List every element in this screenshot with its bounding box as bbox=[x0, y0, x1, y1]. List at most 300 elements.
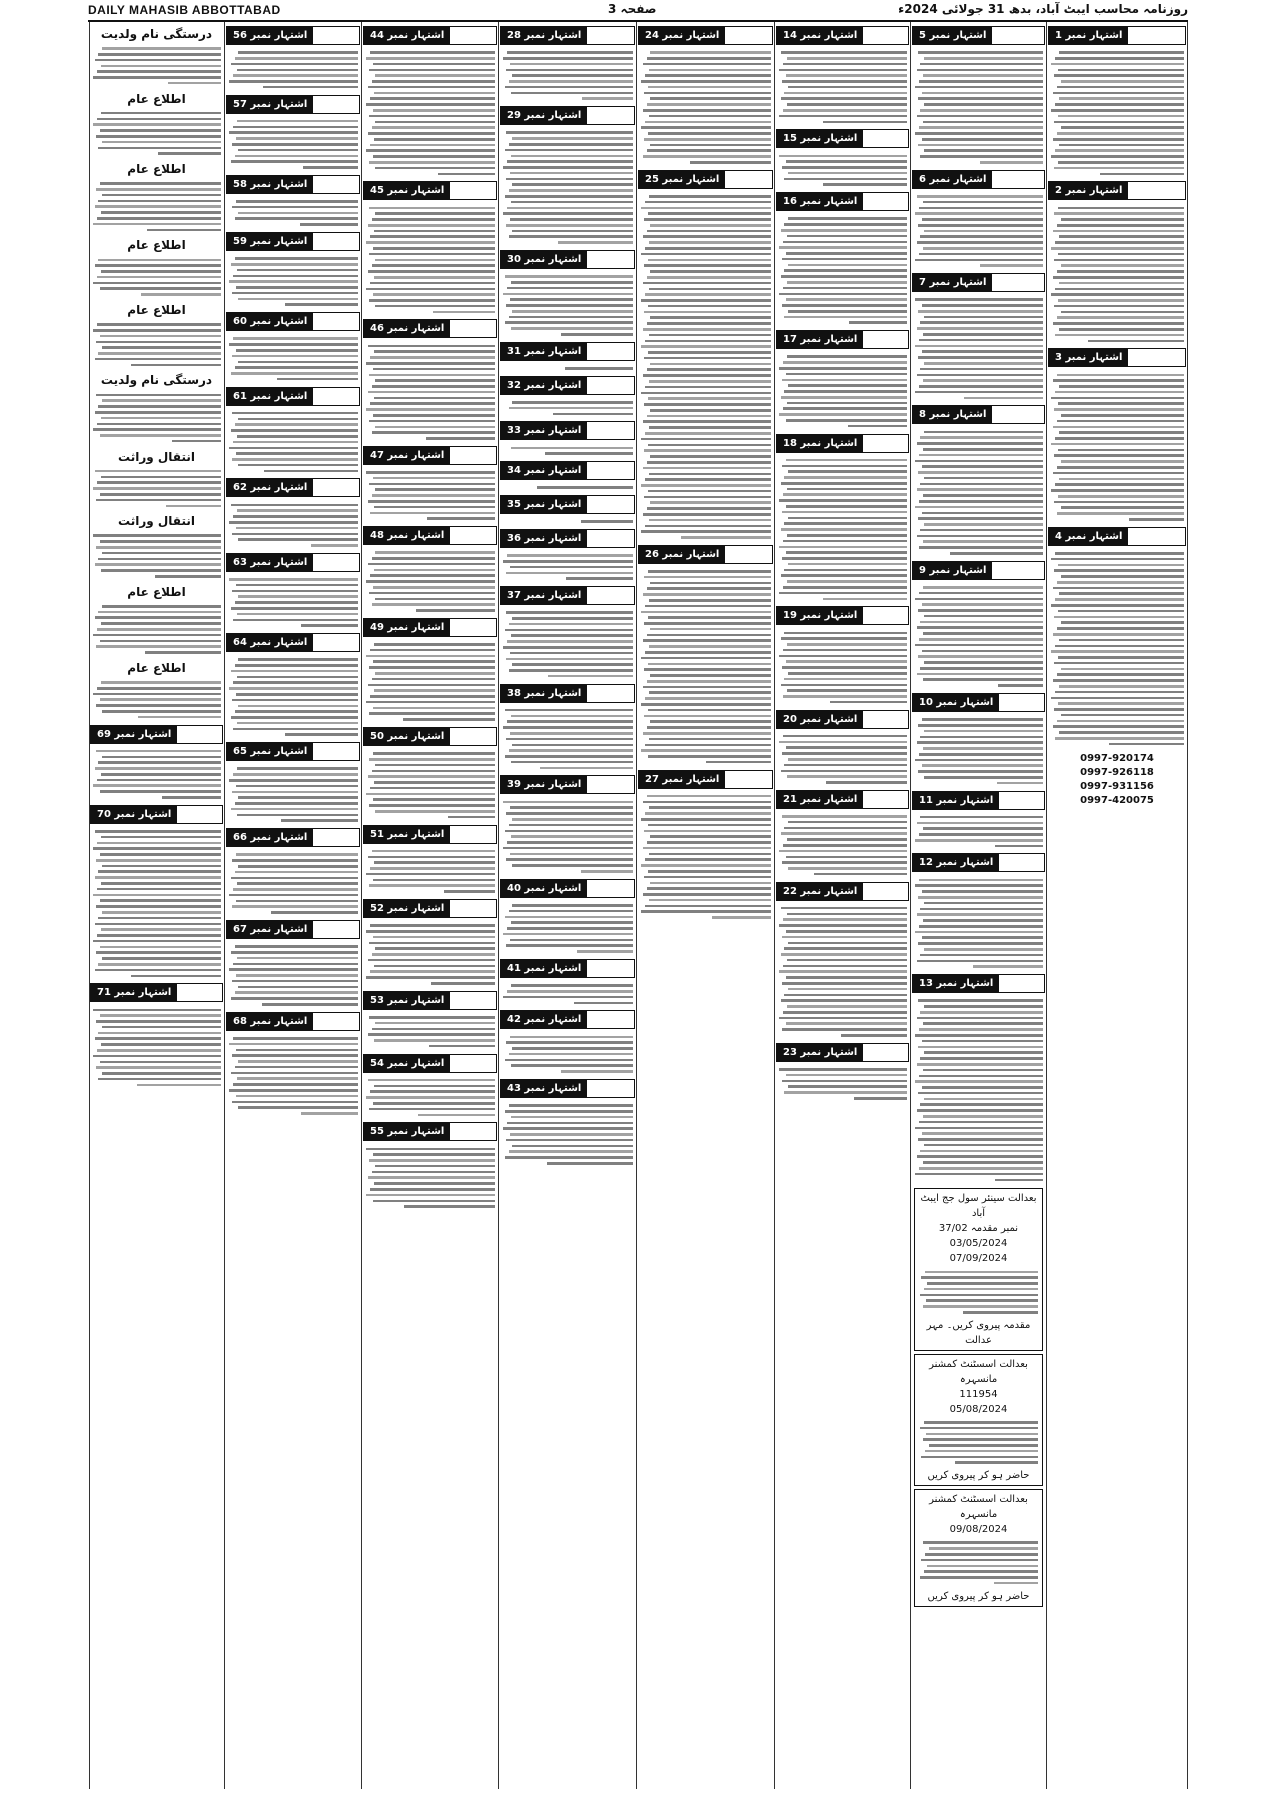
notice-number-label: اشتہار نمبر 20 bbox=[777, 711, 863, 728]
text-line bbox=[786, 419, 907, 422]
text-line bbox=[917, 1017, 1043, 1020]
text-line bbox=[374, 506, 495, 509]
text-line bbox=[782, 379, 907, 382]
text-line bbox=[647, 634, 771, 637]
notice-header bbox=[500, 529, 635, 548]
text-line bbox=[433, 311, 495, 314]
text-line bbox=[787, 402, 907, 405]
text-line bbox=[1055, 691, 1184, 694]
text-line bbox=[980, 161, 1043, 164]
text-line bbox=[645, 812, 771, 815]
text-line bbox=[507, 160, 633, 163]
text-line bbox=[369, 115, 495, 118]
notice-text bbox=[776, 150, 909, 190]
text-line bbox=[95, 1037, 221, 1040]
text-line bbox=[372, 385, 496, 388]
text-line bbox=[96, 905, 221, 908]
notice-header bbox=[912, 974, 1045, 993]
text-line bbox=[647, 887, 771, 890]
text-line bbox=[784, 178, 907, 181]
text-line bbox=[511, 761, 633, 764]
text-line bbox=[1051, 247, 1184, 250]
text-line bbox=[375, 947, 495, 950]
text-line bbox=[784, 390, 907, 393]
text-line bbox=[138, 716, 221, 719]
text-line bbox=[1059, 235, 1184, 238]
text-line bbox=[779, 1068, 907, 1071]
text-line bbox=[233, 126, 358, 129]
notice-text bbox=[638, 191, 773, 543]
text-line bbox=[1058, 449, 1184, 452]
notice-header bbox=[500, 461, 635, 480]
notice-header bbox=[90, 983, 223, 1002]
notice-text bbox=[363, 47, 497, 179]
text-line bbox=[1053, 633, 1184, 636]
text-line bbox=[237, 1077, 358, 1080]
notice-number: 49 bbox=[370, 621, 384, 633]
notice-number: 51 bbox=[370, 828, 384, 840]
text-line bbox=[263, 86, 358, 89]
notice-number-label: اشتہار نمبر 44 bbox=[364, 27, 450, 44]
text-line bbox=[98, 147, 221, 150]
text-line bbox=[509, 910, 633, 913]
text-line bbox=[101, 476, 221, 479]
notice-number-label: اشتہار نمبر 29 bbox=[501, 107, 587, 124]
text-line bbox=[96, 750, 221, 753]
text-line bbox=[650, 363, 771, 366]
text-line bbox=[93, 223, 221, 226]
text-line bbox=[375, 305, 495, 308]
text-line bbox=[647, 841, 771, 844]
text-line bbox=[369, 253, 495, 256]
text-line bbox=[438, 173, 495, 176]
text-line bbox=[1055, 288, 1184, 291]
text-line bbox=[235, 1066, 359, 1069]
notice-text bbox=[90, 1004, 223, 1090]
text-line bbox=[779, 293, 907, 296]
text-line bbox=[96, 546, 221, 549]
text-line bbox=[923, 632, 1043, 635]
text-line bbox=[781, 528, 907, 531]
notice bbox=[1048, 26, 1186, 179]
text-line bbox=[786, 74, 907, 77]
text-line bbox=[997, 782, 1043, 785]
text-line bbox=[374, 138, 495, 141]
text-line bbox=[788, 217, 907, 220]
text-line bbox=[848, 425, 907, 428]
text-line bbox=[919, 500, 1043, 503]
text-line bbox=[506, 572, 633, 575]
text-line bbox=[919, 253, 1043, 256]
text-line bbox=[650, 316, 771, 319]
text-line bbox=[917, 195, 1043, 198]
text-line bbox=[648, 570, 771, 573]
text-line bbox=[641, 703, 771, 706]
notice-number: 38 bbox=[507, 687, 521, 699]
text-line bbox=[919, 879, 1043, 882]
notice-number-label: اشتہار نمبر 63 bbox=[227, 554, 313, 571]
notice-header bbox=[363, 26, 497, 45]
text-line bbox=[1055, 57, 1184, 60]
text-line bbox=[505, 1110, 633, 1113]
text-line bbox=[1061, 218, 1184, 221]
text-line bbox=[373, 293, 495, 296]
text-line bbox=[98, 259, 221, 262]
notice-text bbox=[226, 116, 360, 173]
text-line bbox=[374, 569, 495, 572]
text-line bbox=[370, 235, 495, 238]
text-line bbox=[783, 965, 907, 968]
court-notice-box bbox=[914, 1188, 1043, 1350]
notice bbox=[226, 26, 360, 93]
text-line bbox=[373, 879, 495, 882]
text-line bbox=[929, 1444, 1038, 1447]
notice-header bbox=[912, 791, 1045, 810]
text-line bbox=[374, 1085, 495, 1088]
notice-number-label: اشتہار نمبر 62 bbox=[227, 479, 313, 496]
text-line bbox=[919, 454, 1043, 457]
notice-number: 59 bbox=[233, 235, 247, 247]
notice bbox=[500, 106, 635, 248]
notice-text bbox=[363, 748, 497, 823]
notice-header bbox=[1048, 181, 1186, 200]
notice-number-label: اشتہار نمبر 2 bbox=[1049, 182, 1128, 199]
text-line bbox=[96, 951, 221, 954]
text-line bbox=[643, 235, 771, 238]
text-line bbox=[301, 1112, 358, 1115]
text-line bbox=[374, 781, 495, 784]
text-line bbox=[236, 974, 358, 977]
text-line bbox=[919, 385, 1043, 388]
text-line bbox=[783, 695, 907, 698]
text-line bbox=[238, 212, 358, 215]
text-line bbox=[553, 413, 633, 416]
text-line bbox=[645, 340, 771, 343]
public-notice-title: اطلاع عام bbox=[127, 302, 186, 317]
notice-text bbox=[90, 108, 223, 159]
text-line bbox=[506, 69, 633, 72]
notice-number-label: اشتہار نمبر 1 bbox=[1049, 27, 1128, 44]
notice-header bbox=[363, 446, 497, 465]
notice-number: 16 bbox=[783, 196, 797, 208]
case-number: نمبر مقدمہ 37/02 bbox=[938, 1223, 1019, 1235]
text-line bbox=[512, 74, 633, 77]
notice-number-label: اشتہار نمبر 34 bbox=[501, 462, 587, 479]
text-line bbox=[925, 1271, 1038, 1274]
text-line bbox=[503, 57, 633, 60]
text-line bbox=[920, 483, 1043, 486]
text-line bbox=[372, 603, 496, 606]
notice bbox=[226, 387, 360, 477]
court-name: بعدالت اسسٹنٹ کمشنر مانسہرہ bbox=[929, 1358, 1028, 1385]
notice-number-label: اشتہار نمبر 3 bbox=[1049, 349, 1128, 366]
text-line bbox=[375, 259, 495, 262]
court-name: بعدالت سینئر سول جج ایبٹ آباد bbox=[920, 1193, 1037, 1220]
notice bbox=[363, 727, 497, 823]
text-line bbox=[97, 323, 221, 326]
text-line bbox=[101, 211, 221, 214]
text-line bbox=[919, 1075, 1043, 1078]
text-line bbox=[786, 373, 907, 376]
text-line bbox=[1057, 627, 1184, 630]
text-line bbox=[926, 1299, 1038, 1302]
notice-number: 18 bbox=[783, 437, 797, 449]
text-line bbox=[100, 129, 221, 132]
text-line bbox=[366, 580, 495, 583]
text-line bbox=[649, 288, 771, 291]
text-line bbox=[1051, 443, 1184, 446]
text-line bbox=[647, 368, 771, 371]
notice-text bbox=[226, 499, 360, 550]
text-line bbox=[366, 241, 495, 244]
notice bbox=[363, 1054, 497, 1121]
text-line bbox=[782, 1028, 907, 1031]
text-line bbox=[783, 493, 907, 496]
text-line bbox=[782, 815, 907, 818]
notice-text bbox=[363, 1075, 497, 1121]
text-line bbox=[281, 819, 358, 822]
text-line bbox=[643, 513, 771, 516]
notice-text bbox=[363, 340, 497, 443]
text-line bbox=[915, 1080, 1043, 1083]
text-line bbox=[920, 436, 1043, 439]
text-line bbox=[511, 201, 633, 204]
text-line bbox=[509, 80, 633, 83]
text-line bbox=[927, 1565, 1038, 1568]
notice-text bbox=[500, 47, 635, 104]
notice bbox=[912, 405, 1045, 558]
text-line bbox=[98, 53, 221, 56]
text-line bbox=[922, 650, 1043, 653]
text-line bbox=[1059, 639, 1184, 642]
notice-number-label: اشتہار نمبر 68 bbox=[227, 1013, 313, 1030]
text-line bbox=[1051, 397, 1184, 400]
notice-number-label: اشتہار نمبر 40 bbox=[501, 880, 587, 897]
text-line bbox=[1059, 144, 1184, 147]
text-line bbox=[285, 303, 358, 306]
text-line bbox=[102, 141, 221, 144]
text-line bbox=[644, 264, 771, 267]
text-line bbox=[507, 841, 633, 844]
notice-number-label: اشتہار نمبر 15 bbox=[777, 130, 863, 147]
text-line bbox=[924, 1570, 1038, 1573]
notice-number: 17 bbox=[783, 334, 797, 346]
notice-number-label: اشتہار نمبر 19 bbox=[777, 607, 863, 624]
text-line bbox=[93, 784, 221, 787]
text-line bbox=[782, 861, 907, 864]
notice bbox=[500, 376, 635, 420]
text-line bbox=[1054, 616, 1184, 619]
text-line bbox=[368, 1176, 495, 1179]
text-line bbox=[923, 586, 1043, 589]
notice bbox=[363, 618, 497, 725]
contact-number: 0997-920174 bbox=[1080, 752, 1154, 764]
text-line bbox=[236, 1095, 358, 1098]
text-line bbox=[915, 1127, 1043, 1130]
text-line bbox=[1054, 167, 1184, 170]
notice-header bbox=[1048, 527, 1186, 546]
text-line bbox=[236, 200, 358, 203]
notice bbox=[500, 1079, 635, 1169]
notice-header bbox=[500, 775, 635, 794]
text-line bbox=[1053, 379, 1184, 382]
text-line bbox=[581, 520, 633, 523]
notice-number-label: اشتہار نمبر 28 bbox=[501, 27, 587, 44]
text-line bbox=[96, 1066, 221, 1069]
text-line bbox=[924, 103, 1043, 106]
text-line bbox=[512, 183, 633, 186]
notice-number-label: اشتہار نمبر 36 bbox=[501, 530, 587, 547]
text-line bbox=[509, 1104, 633, 1107]
text-line bbox=[95, 59, 221, 62]
text-line bbox=[648, 397, 771, 400]
text-line bbox=[98, 870, 221, 873]
text-line bbox=[1057, 224, 1184, 227]
text-line bbox=[784, 476, 907, 479]
text-line bbox=[784, 994, 907, 997]
text-line bbox=[920, 816, 1043, 819]
text-line bbox=[373, 707, 495, 710]
text-line bbox=[102, 1072, 221, 1075]
text-line bbox=[920, 235, 1043, 238]
text-line bbox=[566, 577, 633, 580]
notice-number-label: اشتہار نمبر 43 bbox=[501, 1080, 587, 1097]
text-line bbox=[505, 321, 633, 324]
text-line bbox=[232, 143, 358, 146]
text-line bbox=[372, 264, 496, 267]
text-line bbox=[512, 904, 633, 907]
notice bbox=[90, 983, 223, 1090]
text-line bbox=[915, 460, 1043, 463]
text-line bbox=[783, 63, 907, 66]
notice-text bbox=[90, 178, 223, 235]
notice-number: 25 bbox=[645, 173, 659, 185]
notice-text bbox=[500, 127, 635, 248]
notice-text bbox=[776, 455, 909, 605]
notice-header bbox=[500, 342, 635, 361]
text-line bbox=[262, 1003, 358, 1006]
text-line bbox=[919, 546, 1043, 549]
notice bbox=[776, 606, 909, 707]
text-line bbox=[647, 149, 771, 152]
text-line bbox=[647, 322, 771, 325]
notice-number-label: اشتہار نمبر 35 bbox=[501, 496, 587, 513]
text-line bbox=[236, 527, 358, 530]
text-line bbox=[644, 715, 771, 718]
text-line bbox=[369, 69, 495, 72]
notice-header bbox=[638, 170, 773, 189]
text-line bbox=[369, 804, 495, 807]
notice-text bbox=[363, 202, 497, 317]
notice-number: 42 bbox=[507, 1014, 521, 1026]
text-line bbox=[96, 859, 221, 862]
text-line bbox=[645, 432, 771, 435]
notice-header bbox=[363, 899, 497, 918]
notice-text bbox=[90, 601, 223, 658]
notice-text bbox=[912, 191, 1045, 271]
text-line bbox=[917, 1109, 1043, 1112]
text-line bbox=[998, 684, 1043, 687]
text-line bbox=[231, 63, 358, 66]
text-line bbox=[93, 123, 221, 126]
notice-number-label: اشتہار نمبر 22 bbox=[777, 883, 863, 900]
notice-header bbox=[912, 273, 1045, 292]
notice-header bbox=[500, 106, 635, 125]
text-line bbox=[431, 982, 495, 985]
notice-text bbox=[776, 213, 909, 328]
text-line bbox=[236, 584, 358, 587]
text-line bbox=[787, 959, 907, 962]
text-line bbox=[97, 423, 221, 426]
notice-number-label: اشتہار نمبر 21 bbox=[777, 791, 863, 808]
text-line bbox=[507, 927, 633, 930]
text-line bbox=[370, 51, 495, 54]
text-line bbox=[1055, 737, 1184, 740]
text-line bbox=[372, 494, 496, 497]
text-line bbox=[93, 1055, 221, 1058]
text-line bbox=[366, 362, 495, 365]
text-line bbox=[926, 1433, 1038, 1436]
text-line bbox=[237, 435, 358, 438]
notice bbox=[226, 312, 360, 384]
text-line bbox=[366, 873, 495, 876]
column-divider bbox=[361, 22, 362, 1789]
notice-number-label: اشتہار نمبر 45 bbox=[364, 182, 450, 199]
text-line bbox=[236, 349, 358, 352]
notice-number-label: اشتہار نمبر 33 bbox=[501, 422, 587, 439]
text-line bbox=[643, 801, 771, 804]
text-line bbox=[923, 247, 1043, 250]
text-line bbox=[238, 1060, 358, 1063]
notice-text bbox=[912, 294, 1045, 403]
text-line bbox=[644, 668, 771, 671]
text-line bbox=[645, 74, 771, 77]
text-line bbox=[649, 69, 771, 72]
text-line bbox=[788, 264, 907, 267]
text-line bbox=[509, 824, 633, 827]
text-line bbox=[650, 409, 771, 412]
text-line bbox=[1059, 282, 1184, 285]
text-line bbox=[920, 667, 1043, 670]
text-line bbox=[370, 649, 495, 652]
text-line bbox=[96, 341, 221, 344]
notice bbox=[500, 495, 635, 527]
notice bbox=[500, 959, 635, 1008]
notice-number-label: اشتہار نمبر 71 bbox=[91, 984, 177, 1001]
notice-number-label: اشتہار نمبر 8 bbox=[913, 406, 992, 423]
text-line bbox=[644, 496, 771, 499]
text-line bbox=[918, 471, 1043, 474]
notice bbox=[776, 26, 909, 127]
text-line bbox=[231, 951, 358, 954]
text-line bbox=[923, 494, 1043, 497]
notice-number: 50 bbox=[370, 731, 384, 742]
text-line bbox=[647, 415, 771, 418]
text-line bbox=[1058, 207, 1184, 210]
text-line bbox=[918, 609, 1043, 612]
text-line bbox=[369, 483, 495, 486]
notice-header bbox=[776, 330, 909, 349]
text-line bbox=[648, 824, 771, 827]
text-line bbox=[582, 97, 633, 100]
text-line bbox=[233, 275, 358, 278]
notice-text bbox=[363, 639, 497, 725]
text-line bbox=[915, 259, 1043, 262]
text-line bbox=[96, 394, 221, 397]
notice-header bbox=[912, 561, 1045, 580]
text-line bbox=[97, 842, 221, 845]
text-line bbox=[1129, 518, 1184, 521]
